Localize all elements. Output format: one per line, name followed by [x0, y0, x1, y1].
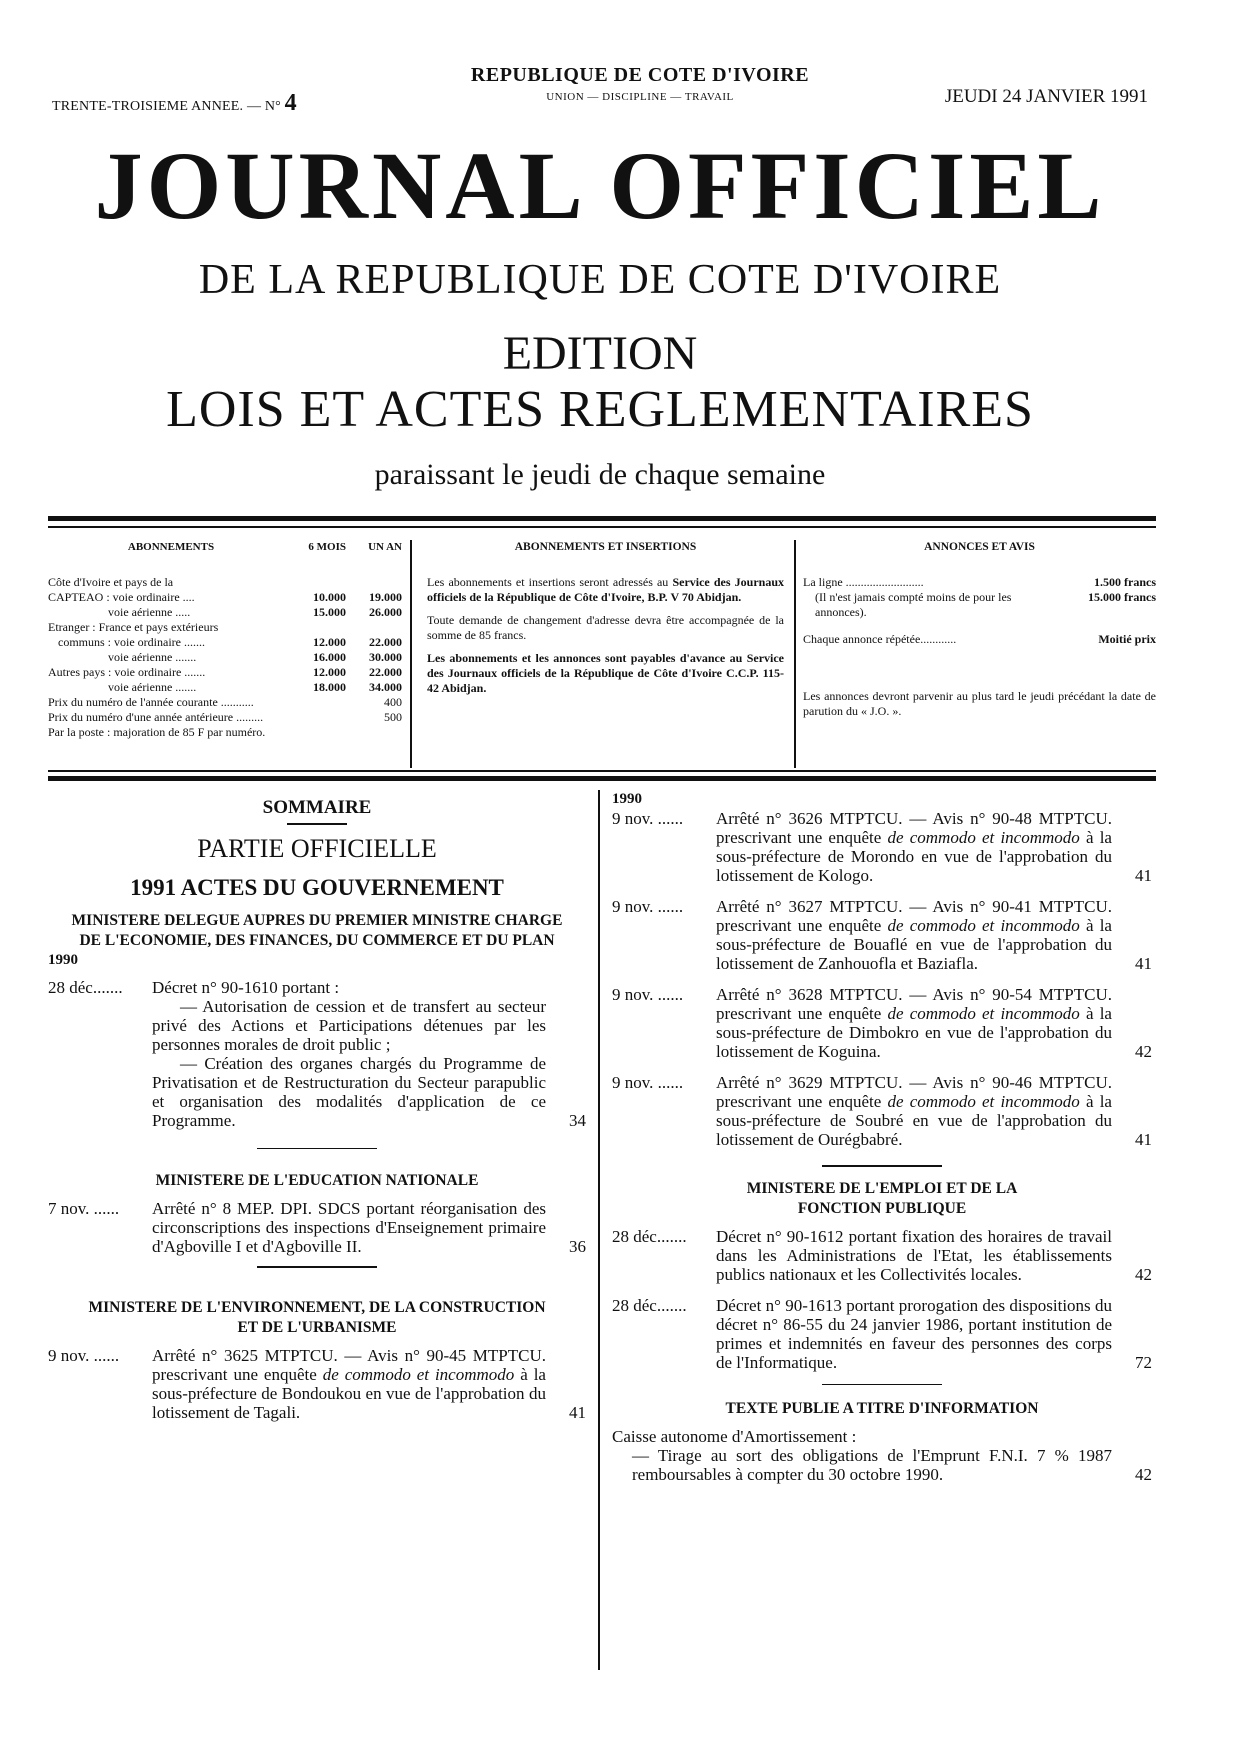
entry-text-post: à la sous-préfecture de Morondo en vue de l'approbation du lotissement de Kologo. — [716, 828, 1112, 885]
rate-row — [48, 665, 402, 680]
annonce-repete-label: Chaque annonce répétée............ — [803, 632, 957, 646]
entry-page: 34 — [569, 1110, 586, 1130]
entry-text — [716, 985, 1112, 1061]
sommaire-entry — [612, 985, 1152, 1061]
entry-page: 41 — [1135, 1130, 1152, 1149]
entry-text — [152, 1346, 546, 1422]
rate-un-an: 34.000 — [369, 680, 402, 694]
box-divider-1 — [410, 540, 412, 768]
annonce-min-value: 15.000 francs — [1088, 590, 1156, 604]
rate-label: Côte d'Ivoire et pays de la — [48, 575, 174, 589]
section-rule — [257, 1148, 377, 1150]
entry-page: 36 — [569, 1237, 586, 1256]
entry-date: 28 déc....... — [612, 1226, 687, 1246]
rate-row — [48, 620, 402, 635]
entry-text-italic: de commodo et incommodo — [322, 1364, 515, 1384]
insertions-change-address: Toute demande de changement d'adresse devra être accompagnée de la somme de 85 francs. — [427, 613, 784, 642]
annonces-box — [803, 540, 1156, 719]
rate-label: voie aérienne ....... — [108, 680, 197, 694]
ministry-education-heading: MINISTERE DE L'EDUCATION NATIONALE — [155, 1172, 479, 1189]
info-entry — [612, 1446, 1152, 1484]
rate-row — [48, 590, 402, 605]
info-heading: TEXTE PUBLIE A TITRE D'INFORMATION — [725, 1400, 1039, 1417]
rate-6mois: 10.000 — [313, 590, 346, 604]
sommaire-entry — [612, 1227, 1152, 1284]
entry-text: Décret n° 90-1612 portant fixation des horaires de travail dans les Administrations de l'Etat, les établissements publics nationaux et les Collectivités locales. — [716, 1226, 1112, 1284]
entry-text-italic: de commodo et incommodo — [887, 828, 1080, 847]
rate-un-an — [346, 620, 402, 635]
issue-date: JEUDI 24 JANVIER 1991 — [944, 86, 1148, 107]
section-rule — [257, 1266, 377, 1268]
ministry-emploi-heading: MINISTERE DE L'EMPLOI ET DE LA FONCTION PUBLIQUE — [746, 1179, 1018, 1217]
entry-text — [716, 897, 1112, 973]
insertions-address — [423, 575, 788, 605]
ministry-economie-heading: MINISTERE DELEGUE AUPRES DU PREMIER MINISTRE CHARGE DE L'ECONOMIE, DES FINANCES, DU COMMERCE ET DU PLAN — [71, 911, 563, 949]
annonce-delai: Les annonces devront parvenir au plus tard le jeudi précédant la date de parution du « J.O. ». — [803, 689, 1156, 718]
entry-text: Décret n° 90-1613 portant prorogation des dispositions du décret n° 86-55 du 24 janvier 1986, portant institution de primes et indemnités en faveur des personnes des corps de l'Informatique. — [716, 1295, 1112, 1372]
rate-6mois: 16.000 — [313, 650, 346, 664]
entry-date: 28 déc....... — [48, 977, 123, 997]
insertions-heading: ABONNEMENTS ET INSERTIONS — [514, 541, 697, 553]
entry-date: 7 nov. ...... — [48, 1199, 120, 1218]
entry-title: Décret n° 90-1610 portant : — [152, 977, 340, 997]
rate-row — [48, 635, 402, 650]
entry-date: 28 déc....... — [612, 1295, 687, 1315]
subscription-info — [48, 540, 1156, 768]
entry-text-italic: de commodo et incommodo — [887, 1004, 1080, 1023]
sommaire-entry — [612, 809, 1152, 885]
entry-text-pre: Arrêté n° 3625 MTPTCU. — Avis n° 90-45 MTPTCU. prescrivant une enquête — [152, 1345, 546, 1384]
divider-bottom-thin — [48, 770, 1156, 772]
entry-text-pre: Arrêté n° 3629 MTPTCU. — Avis n° 90-46 MTPTCU. prescrivant une enquête — [716, 1073, 1112, 1111]
abonnements-heading: ABONNEMENTS — [127, 541, 215, 553]
entry-page: 72 — [1135, 1352, 1152, 1372]
entry-page: 41 — [569, 1402, 586, 1422]
sommaire-entry — [612, 897, 1152, 973]
annonce-ligne-label: La ligne .......................... — [803, 575, 924, 589]
section-rule — [822, 1384, 942, 1386]
abonnements-head-row — [48, 540, 402, 555]
insertions-address-service: Service des Journaux officiels de la République de Côte d'Ivoire, B.P. V 70 Abidjan. — [427, 575, 785, 604]
entry-page: 42 — [1135, 1264, 1152, 1284]
rate-label: communs : voie ordinaire ....... — [58, 635, 205, 649]
abonnements-box — [48, 540, 402, 740]
rate-6mois: 12.000 — [313, 635, 346, 649]
publication-frequency: paraissant le jeudi de chaque semaine — [374, 458, 826, 491]
annonce-min-row — [803, 590, 1156, 620]
entry-date: 9 nov. ...... — [48, 1345, 120, 1365]
entry-date: 9 nov. ...... — [612, 1073, 684, 1092]
insertions-address-intro: Les abonnements et insertions seront adressés au — [427, 575, 669, 589]
annonce-min-note: (Il n'est jamais compté moins de pour les annonces). — [815, 590, 1012, 619]
entry-date: 9 nov. ...... — [612, 809, 684, 828]
rate-6mois: 15.000 — [313, 605, 346, 619]
sommaire-entry — [48, 1199, 586, 1256]
rate-un-an: 22.000 — [369, 665, 402, 679]
entry-text — [716, 809, 1112, 885]
year-label: 1990 — [48, 951, 78, 968]
issue-label: TRENTE-TROISIEME ANNEE. — N° — [52, 99, 281, 114]
sommaire-heading: SOMMAIRE — [262, 797, 372, 818]
info-text: — Tirage au sort des obligations de l'Emprunt F.N.I. 7 % 1987 remboursables à compter du 30 octobre 1990. — [632, 1446, 1112, 1484]
ministry-environnement-heading: MINISTERE DE L'ENVIRONNEMENT, DE LA CONSTRUCTION ET DE L'URBANISME — [88, 1298, 546, 1336]
actes-heading: 1991 ACTES DU GOUVERNEMENT — [130, 874, 504, 900]
entry-page: 41 — [1135, 954, 1152, 973]
rate-un-an: 19.000 — [369, 590, 402, 604]
sommaire-right-column — [612, 790, 1152, 1484]
rate-label: Autres pays : voie ordinaire ....... — [48, 665, 206, 679]
divider-bottom-thick — [48, 776, 1156, 781]
partie-officielle-heading: PARTIE OFFICIELLE — [197, 833, 437, 863]
entry-text — [716, 1073, 1112, 1149]
journal-subtitle: DE LA REPUBLIQUE DE COTE D'IVOIRE — [198, 257, 1002, 303]
rate-un-an: 22.000 — [369, 635, 402, 649]
box-divider-2 — [794, 540, 796, 768]
sommaire-rule — [287, 823, 347, 825]
edition-name: LOIS ET ACTES REGLEMENTAIRES — [166, 381, 1034, 438]
entry-item: — Création des organes chargés du Programme de Privatisation et de Restructuration du Secteur parapublic et organisation des modalités d'application de ce Programme. — [152, 1053, 546, 1130]
price-label: Prix du numéro d'une année antérieure ......... — [48, 710, 264, 724]
republic-header — [420, 64, 860, 103]
rate-label: Etranger : France et pays extérieurs — [48, 620, 219, 634]
republic-name: REPUBLIQUE DE COTE D'IVOIRE — [470, 64, 810, 86]
entry-text-pre: Arrêté n° 3627 MTPTCU. — Avis n° 90-41 MTPTCU. prescrivant une enquête — [716, 897, 1112, 935]
sommaire-entry — [612, 1296, 1152, 1372]
rate-6mois: 18.000 — [313, 680, 346, 694]
annonce-ligne-row — [803, 575, 1156, 590]
entry-page: 41 — [1135, 866, 1152, 885]
entry-text-italic: de commodo et incommodo — [887, 916, 1080, 935]
entry-date: 9 nov. ...... — [612, 985, 684, 1004]
entry-text-italic: de commodo et incommodo — [887, 1092, 1080, 1111]
rate-6mois — [294, 575, 346, 590]
rate-label: voie aérienne ..... — [108, 605, 191, 619]
price-label: Prix du numéro de l'année courante ........... — [48, 695, 254, 709]
entry-item: — Autorisation de cession et de transfert au secteur privé des Actions et Participations détenues par les personnes morales de droit public ; — [152, 996, 546, 1054]
insertions-box — [423, 540, 788, 704]
issue-line — [52, 90, 297, 117]
entry-text-post: à la sous-préfecture de Soubré en vue de l'approbation du lotissement de Ourégbabré. — [716, 1092, 1112, 1149]
annonces-heading: ANNONCES ET AVIS — [924, 541, 1035, 553]
price-row — [48, 695, 402, 710]
year-label: 1990 — [612, 791, 642, 807]
divider-top-thick — [48, 516, 1156, 521]
entry-text-post: à la sous-préfecture de Bouaflé en vue de l'approbation du lotissement de Zanhouofla et Baziafla. — [716, 916, 1112, 973]
rate-row — [48, 650, 402, 665]
price-row — [48, 710, 402, 725]
sommaire-left-column — [48, 790, 586, 1422]
entry-date: 9 nov. ...... — [612, 897, 684, 916]
rate-un-an: 26.000 — [369, 605, 402, 619]
rate-row — [48, 680, 402, 695]
entry-text-pre: Arrêté n° 3628 MTPTCU. — Avis n° 90-54 MTPTCU. prescrivant une enquête — [716, 985, 1112, 1023]
edition-label: EDITION — [502, 327, 698, 380]
price-label: Par la poste : majoration de 85 F par numéro. — [48, 725, 266, 739]
rate-6mois: 12.000 — [313, 665, 346, 679]
price-value: 400 — [384, 695, 402, 709]
col-un-an: UN AN — [368, 541, 402, 553]
price-row — [48, 725, 402, 740]
national-motto: UNION — DISCIPLINE — TRAVAIL — [546, 91, 734, 103]
sommaire-entry — [612, 1073, 1152, 1149]
annonce-repete-row — [803, 632, 1156, 647]
annonce-ligne-value: 1.500 francs — [1094, 575, 1156, 589]
col-6mois: 6 MOIS — [308, 541, 346, 553]
price-value: 500 — [384, 710, 402, 724]
entry-text-pre: Arrêté n° 3626 MTPTCU. — Avis n° 90-48 MTPTCU. prescrivant une enquête — [716, 809, 1112, 847]
rate-label: voie aérienne ....... — [108, 650, 197, 664]
info-page: 42 — [1135, 1465, 1152, 1484]
entry-text: Arrêté n° 8 MEP. DPI. SDCS portant réorganisation des circonscriptions des inspections d'Enseignement primaire d'Agboville I et d'Agboville II. — [152, 1199, 546, 1256]
annonce-repete-value: Moitié prix — [1098, 632, 1156, 646]
rate-label: CAPTEAO : voie ordinaire .... — [48, 590, 195, 604]
rate-6mois — [294, 620, 346, 635]
info-org: Caisse autonome d'Amortissement : — [612, 1427, 857, 1446]
section-rule — [822, 1165, 942, 1167]
column-divider — [598, 790, 600, 1670]
rate-un-an — [346, 575, 402, 590]
issue-number: 4 — [284, 90, 297, 116]
entry-text-post: à la sous-préfecture de Dimbokro en vue de l'approbation du lotissement de Koguina. — [716, 1004, 1112, 1061]
rate-row — [48, 605, 402, 620]
journal-title: JOURNAL OFFICIEL — [94, 132, 1106, 239]
insertions-payment: Les abonnements et les annonces sont payables d'avance au Service des Journaux officiels de la République de Côte d'Ivoire C.C.P. 115-42 Abidjan. — [427, 651, 784, 695]
sommaire-entry — [48, 978, 586, 1130]
entry-text-post: à la sous-préfecture de Bondoukou en vue de l'approbation du lotissement de Tagali. — [152, 1364, 546, 1422]
rate-row — [48, 575, 402, 590]
sommaire-entry — [48, 1346, 586, 1422]
rate-un-an: 30.000 — [369, 650, 402, 664]
entry-page: 42 — [1135, 1042, 1152, 1061]
divider-top-thin — [48, 526, 1156, 528]
entry-text — [152, 978, 546, 1130]
price-value — [342, 725, 402, 740]
